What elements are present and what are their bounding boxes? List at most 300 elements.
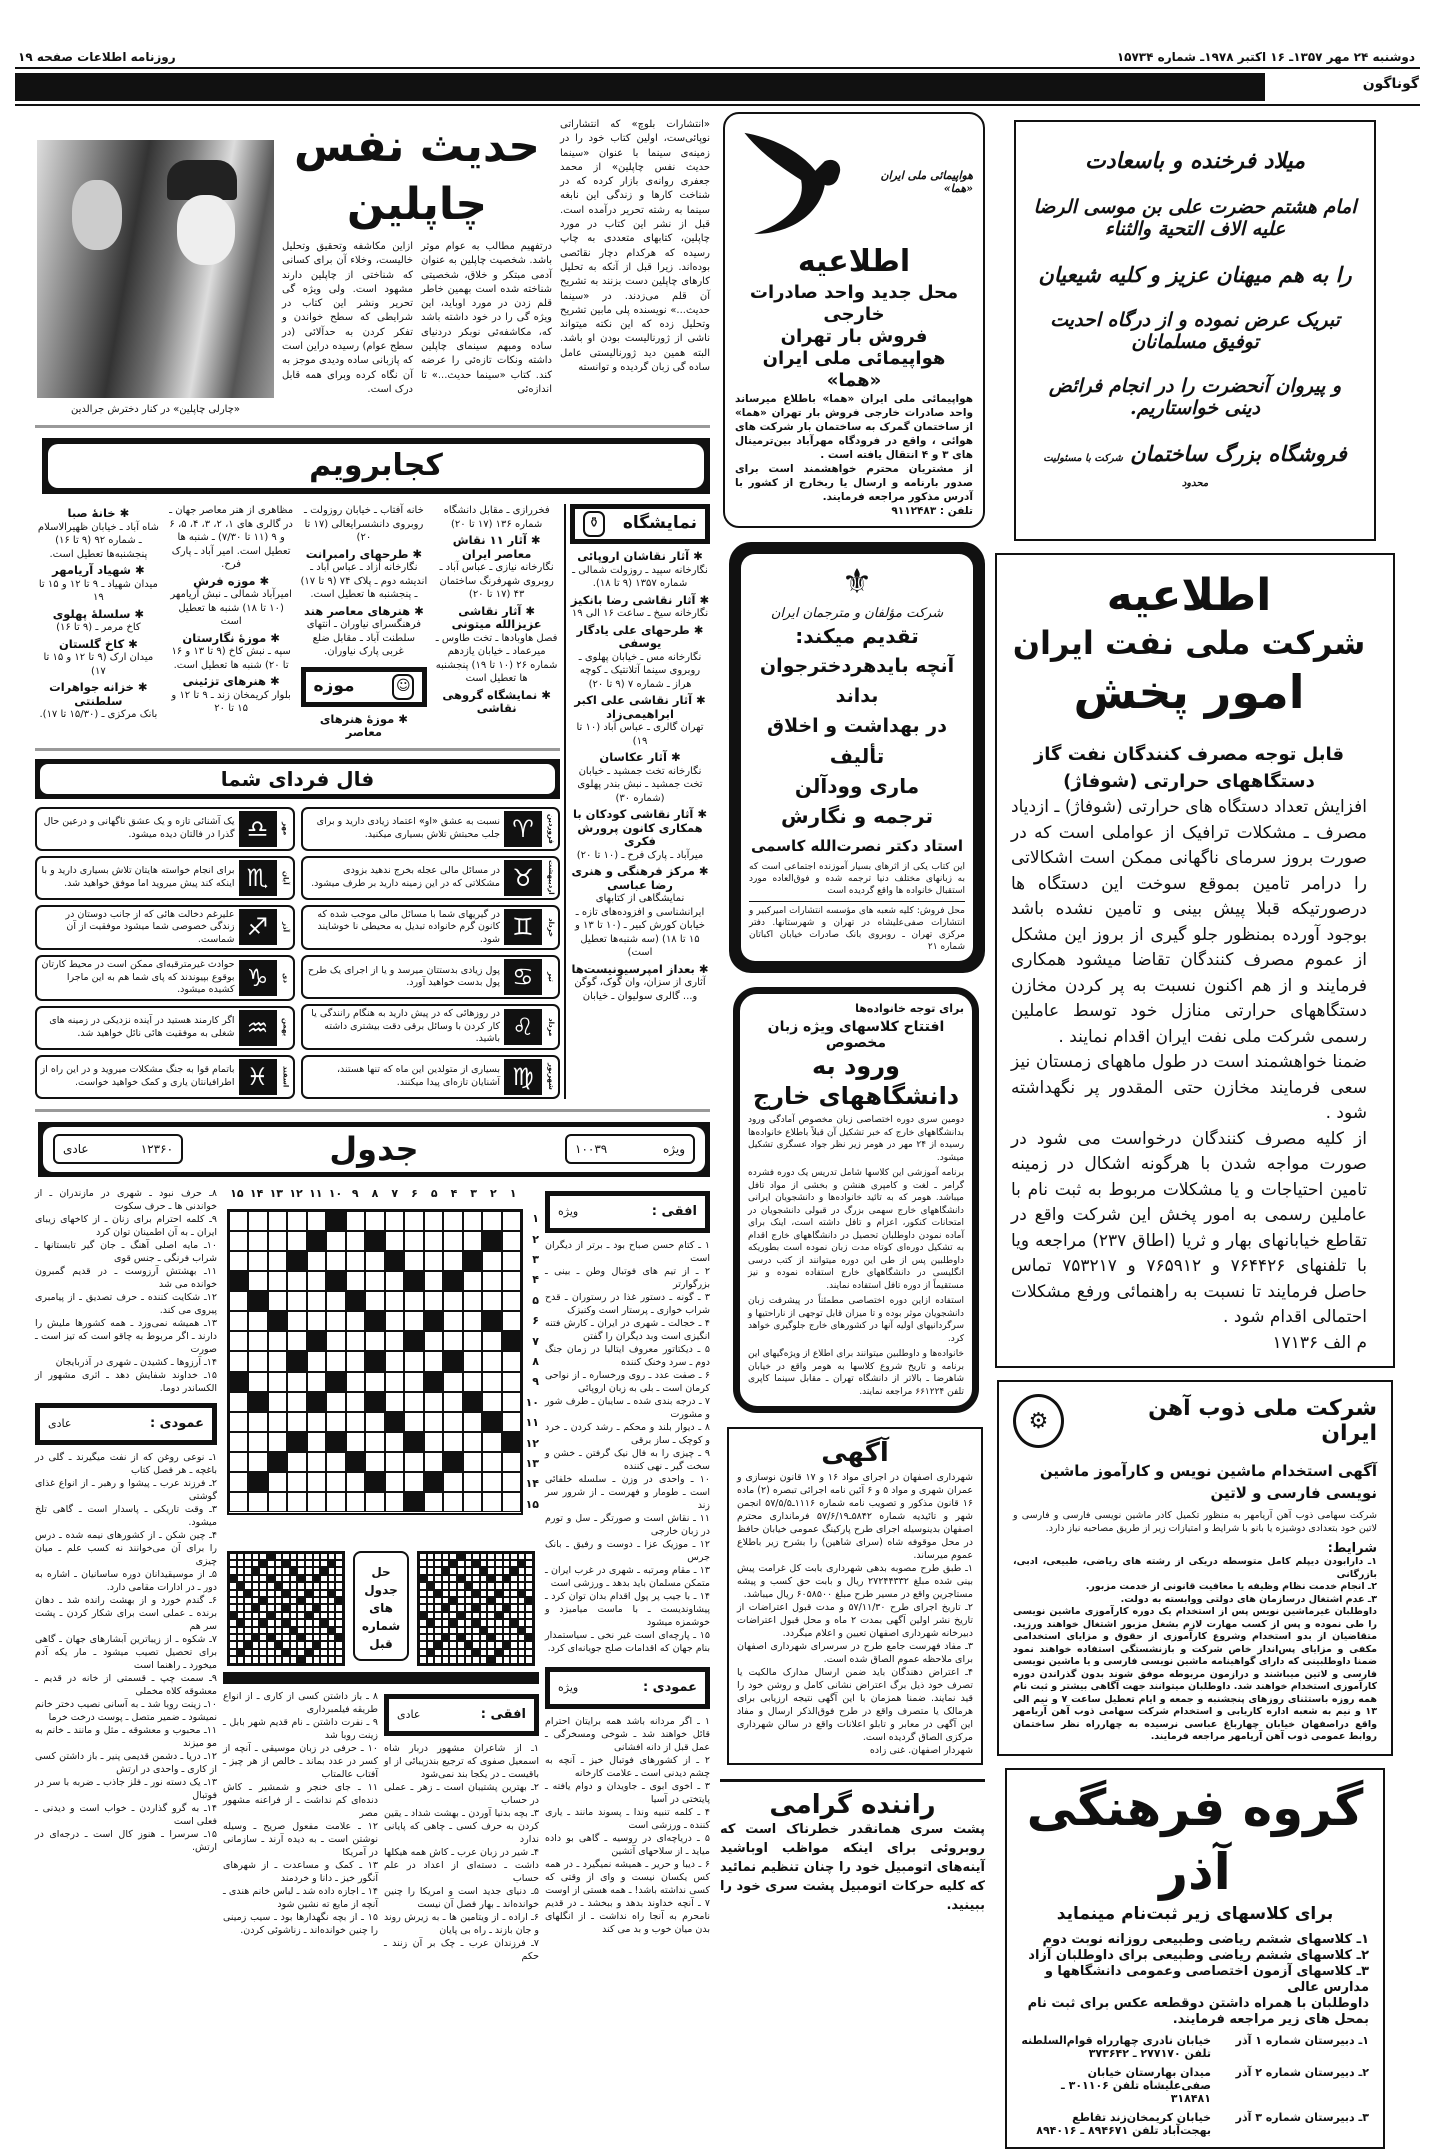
grid-cell[interactable] bbox=[482, 1372, 501, 1392]
grid-cell[interactable] bbox=[229, 1472, 248, 1492]
grid-cell[interactable] bbox=[229, 1412, 248, 1432]
grid-cell[interactable] bbox=[424, 1231, 443, 1251]
grid-cell[interactable] bbox=[326, 1492, 345, 1512]
solution-cell bbox=[442, 1604, 450, 1611]
grid-cell[interactable] bbox=[385, 1372, 404, 1392]
solution-cell bbox=[427, 1582, 435, 1589]
clue: ۱۰ـ مایه اصلی آهنگ ـ جان گیر تابستانها ـ شراب فرنگی ـ جنس قوی bbox=[35, 1239, 217, 1264]
grid-cell[interactable] bbox=[443, 1492, 462, 1512]
ad-title: گروه فرهنگی آذر bbox=[1026, 1778, 1364, 1901]
article-column: ازاین مکاشفه وتحقیق وتحلیل خالیست، وخلاء آن برای کسانی که شناختی از چاپلین دارند مشهود است. ولی ویژه گی تحریر ونشر این کتاب در شرایطی که سطح خواندن و تفکر کردن به حدآلائی (در سطح عوام) رسیده دراین است که پازبانی ساده ودیدی موجز به آن نگاه کرده وبرای همه قابل درک است. bbox=[282, 241, 413, 395]
headline-line: چاپلین bbox=[346, 179, 488, 230]
listing-body: شاه آباد ـ خیابان ظهیرالاسلام ـ شماره ۹۲ (۹ تا ۱۶) پنجشنبه‌ها تعطیل است. bbox=[37, 521, 159, 560]
listing-body: فخررازی ـ مقابل دانشگاه شماره ۱۳۶ (۱۷ تا ۲۰) bbox=[443, 505, 550, 530]
horoscope-text: در گیریهای شما با مسائل مالی موجب شده که کانون گرم خانواده تبدیل به محیطی نا خوشایند شود. bbox=[317, 908, 500, 945]
grid-cell[interactable] bbox=[502, 1291, 521, 1311]
grid-cell[interactable] bbox=[404, 1251, 423, 1271]
grid-cell[interactable] bbox=[287, 1211, 306, 1231]
grid-cell[interactable] bbox=[502, 1412, 521, 1432]
grid-cell[interactable] bbox=[424, 1412, 443, 1432]
solution-cell bbox=[305, 1604, 313, 1611]
grid-cell[interactable] bbox=[307, 1492, 326, 1512]
grid-cell[interactable] bbox=[443, 1372, 462, 1392]
grid-cell[interactable] bbox=[502, 1271, 521, 1291]
solution-cell bbox=[320, 1612, 328, 1619]
solution-cell bbox=[320, 1649, 328, 1656]
grid-cell[interactable] bbox=[307, 1291, 326, 1311]
black-cell bbox=[365, 1472, 384, 1492]
grid-cell[interactable] bbox=[287, 1472, 306, 1492]
grid-cell[interactable] bbox=[326, 1412, 345, 1432]
grid-cell[interactable] bbox=[404, 1211, 423, 1231]
solution-cell bbox=[465, 1575, 473, 1582]
grid-cell[interactable] bbox=[502, 1311, 521, 1331]
grid-cell[interactable] bbox=[385, 1271, 404, 1291]
listing-title: ✱ طرحهای علی یادگار یوسفی bbox=[570, 624, 710, 651]
grid-cell[interactable] bbox=[229, 1351, 248, 1371]
grid-cell[interactable] bbox=[307, 1271, 326, 1291]
grid-cell[interactable] bbox=[229, 1291, 248, 1311]
grid-cell[interactable] bbox=[248, 1271, 267, 1291]
grid-cell[interactable] bbox=[346, 1392, 365, 1412]
grid-cell[interactable] bbox=[463, 1492, 482, 1512]
grid-cell[interactable] bbox=[307, 1472, 326, 1492]
grid-cell[interactable] bbox=[346, 1331, 365, 1351]
listing-body: نمایشگاهی از کتابهای ایرانشناسی و افزوده‌های تازه ـ خیابان کورش کبیر ـ (۱۰ تا ۱۳ و ۱۵ تا ۱۸) (سه شنبه‌ها تعطیل است) bbox=[575, 893, 705, 958]
listing-body: میدان شهیاد ـ ۹ تا ۱۲ و ۱۵ تا ۱۹ bbox=[38, 578, 158, 603]
grid-cell[interactable] bbox=[385, 1472, 404, 1492]
grid-cell[interactable] bbox=[365, 1492, 384, 1512]
grid-cell[interactable] bbox=[229, 1392, 248, 1412]
grid-cell[interactable] bbox=[248, 1311, 267, 1331]
solution-cell bbox=[525, 1567, 533, 1574]
grid-cell[interactable] bbox=[248, 1231, 267, 1251]
solution-cell bbox=[503, 1590, 511, 1597]
grid-cell[interactable] bbox=[424, 1331, 443, 1351]
edition-label: عادی bbox=[48, 1417, 72, 1430]
solution-cell bbox=[237, 1612, 245, 1619]
clue: ۱۳ ـ مقام ومرتبه ـ شهری در غرب ایران ـ متمکن مسلمان باید بدهد ـ ورزشی است bbox=[545, 1564, 710, 1589]
grid-cell[interactable] bbox=[268, 1412, 287, 1432]
solution-cell bbox=[503, 1649, 511, 1656]
grid-cell[interactable] bbox=[287, 1492, 306, 1512]
grid-cell[interactable] bbox=[463, 1231, 482, 1251]
grid-cell[interactable] bbox=[307, 1211, 326, 1231]
grid-cell[interactable] bbox=[326, 1392, 345, 1412]
grid-cell[interactable] bbox=[482, 1271, 501, 1291]
solution-cell bbox=[313, 1634, 321, 1641]
grid-cell[interactable] bbox=[229, 1211, 248, 1231]
grid-cell[interactable] bbox=[326, 1472, 345, 1492]
grid-cell[interactable] bbox=[365, 1271, 384, 1291]
edition-label: ویژه bbox=[558, 1681, 579, 1694]
grid-cell[interactable] bbox=[443, 1331, 462, 1351]
solution-cell bbox=[313, 1590, 321, 1597]
listing-item bbox=[168, 675, 295, 716]
solution-cell bbox=[252, 1575, 260, 1582]
grid-cell[interactable] bbox=[443, 1432, 462, 1452]
grid-cell[interactable] bbox=[326, 1291, 345, 1311]
grid-cell[interactable] bbox=[404, 1372, 423, 1392]
grid-cell[interactable] bbox=[482, 1351, 501, 1371]
book-description: این کتاب یکی از اثرهای بسیار آموزنده اجتماعی است که به زبانهای مختلف دنیا ترجمه شده و فوق‌العاده مورد استقبال خانواده ها واقع گردیده است bbox=[749, 862, 965, 896]
grid-cell[interactable] bbox=[502, 1251, 521, 1271]
grid-cell[interactable] bbox=[287, 1271, 306, 1291]
grid-cell[interactable] bbox=[385, 1311, 404, 1331]
grid-cell[interactable] bbox=[443, 1412, 462, 1432]
solution-cell bbox=[480, 1619, 488, 1626]
grid-cell[interactable] bbox=[482, 1331, 501, 1351]
grid-cell[interactable] bbox=[346, 1372, 365, 1392]
grid-cell[interactable] bbox=[404, 1231, 423, 1251]
grid-cell[interactable] bbox=[385, 1211, 404, 1231]
grid-cell[interactable] bbox=[463, 1452, 482, 1472]
grid-cell[interactable] bbox=[248, 1372, 267, 1392]
grid-cell[interactable] bbox=[502, 1452, 521, 1472]
grid-cell[interactable] bbox=[404, 1351, 423, 1371]
grid-cell[interactable] bbox=[502, 1351, 521, 1371]
grid-cell[interactable] bbox=[346, 1412, 365, 1432]
grid-cell[interactable] bbox=[463, 1472, 482, 1492]
driver-safety-notice bbox=[720, 1779, 985, 1915]
ad-subtitle: افتتاح کلاسهای ویژه زبان مخصوص bbox=[767, 1019, 945, 1051]
solution-cell bbox=[252, 1567, 260, 1574]
solution-cell bbox=[457, 1590, 465, 1597]
grid-cell[interactable] bbox=[268, 1331, 287, 1351]
grid-cell[interactable] bbox=[385, 1452, 404, 1472]
grid-cell[interactable] bbox=[248, 1251, 267, 1271]
chaplin-article bbox=[35, 118, 710, 415]
listing-item bbox=[168, 504, 295, 572]
grid-cell[interactable] bbox=[463, 1432, 482, 1452]
section-title: گوناگون bbox=[1362, 76, 1419, 92]
grid-cell[interactable] bbox=[326, 1251, 345, 1271]
language-classes-ad bbox=[733, 987, 979, 1413]
grid-cell[interactable] bbox=[326, 1351, 345, 1371]
grid-cell[interactable] bbox=[287, 1231, 306, 1251]
solution-cell bbox=[518, 1627, 526, 1634]
listing-body: آثاری از سزان، وان گوک، گوگن و... گالری سولیوان ـ خیابان bbox=[574, 977, 706, 1002]
column-number: ۱۴ bbox=[249, 1186, 264, 1200]
solution-cell bbox=[472, 1604, 480, 1611]
grid-cell[interactable] bbox=[443, 1291, 462, 1311]
solution-cell bbox=[259, 1656, 267, 1663]
solution-cell bbox=[449, 1553, 457, 1560]
grid-cell[interactable] bbox=[443, 1392, 462, 1412]
listing-body: بانک مرکزی ـ (۱۵/۳۰ تا ۱۷). bbox=[39, 709, 158, 720]
solution-cell bbox=[282, 1641, 290, 1648]
book-title: در بهداشت و اخلاق bbox=[767, 715, 947, 737]
grid-cell[interactable] bbox=[443, 1211, 462, 1231]
grid-cell[interactable] bbox=[229, 1432, 248, 1452]
grid-cell[interactable] bbox=[482, 1472, 501, 1492]
grid-cell[interactable] bbox=[287, 1452, 306, 1472]
solution-cell bbox=[267, 1553, 275, 1560]
solution-cell bbox=[252, 1634, 260, 1641]
grid-cell[interactable] bbox=[463, 1271, 482, 1291]
grid-cell[interactable] bbox=[287, 1311, 306, 1331]
grid-cell[interactable] bbox=[385, 1291, 404, 1311]
grid-cell[interactable] bbox=[502, 1492, 521, 1512]
solution-cell bbox=[313, 1597, 321, 1604]
solution-cell bbox=[457, 1560, 465, 1567]
horoscope-item bbox=[35, 1006, 295, 1050]
grid-cell[interactable] bbox=[287, 1392, 306, 1412]
grid-cell[interactable] bbox=[385, 1231, 404, 1251]
grid-cell[interactable] bbox=[268, 1472, 287, 1492]
grid-cell[interactable] bbox=[385, 1432, 404, 1452]
grid-cell[interactable] bbox=[346, 1432, 365, 1452]
grid-cell[interactable] bbox=[229, 1231, 248, 1251]
grid-cell[interactable] bbox=[268, 1492, 287, 1512]
column-number: ۱۵ bbox=[230, 1186, 244, 1200]
grid-cell[interactable] bbox=[463, 1211, 482, 1231]
grid-cell[interactable] bbox=[248, 1432, 267, 1452]
grid-cell[interactable] bbox=[482, 1492, 501, 1512]
horoscope-text: پول زیادی بدستتان میرسد و یا از اجرای یک طرح پول بدست خواهید آورد. bbox=[307, 964, 500, 988]
grid-cell[interactable] bbox=[248, 1331, 267, 1351]
solution-cell bbox=[237, 1656, 245, 1663]
solution-cell bbox=[495, 1575, 503, 1582]
solution-cell bbox=[465, 1641, 473, 1648]
solution-cell bbox=[449, 1567, 457, 1574]
grid-cell[interactable] bbox=[229, 1251, 248, 1271]
left-column bbox=[35, 118, 710, 1963]
solution-cell bbox=[305, 1597, 313, 1604]
solution-cell bbox=[427, 1641, 435, 1648]
solution-cell bbox=[290, 1634, 298, 1641]
grid-cell[interactable] bbox=[463, 1372, 482, 1392]
grid-cell[interactable] bbox=[502, 1392, 521, 1412]
grid-cell[interactable] bbox=[307, 1412, 326, 1432]
grid-cell[interactable] bbox=[424, 1452, 443, 1472]
grid-cell[interactable] bbox=[482, 1392, 501, 1412]
solution-cell bbox=[290, 1582, 298, 1589]
grid-cell[interactable] bbox=[365, 1211, 384, 1231]
listing-item bbox=[570, 694, 710, 748]
solution-cell bbox=[244, 1567, 252, 1574]
grid-cell[interactable] bbox=[404, 1472, 423, 1492]
grid-cell[interactable] bbox=[268, 1231, 287, 1251]
grid-cell[interactable] bbox=[502, 1231, 521, 1251]
solution-cell bbox=[297, 1634, 305, 1641]
grid-cell[interactable] bbox=[248, 1351, 267, 1371]
grid-cell[interactable] bbox=[424, 1351, 443, 1371]
notice-paragraph: ۱ـ طبق طرح مصوبه بدهی شهرداری بابت کل غرامت پیش بینی شده مبلغ ۲۷۲۴۴۳۳۲ ریال و بابت حق کسب و پیشه مستاجرین واقع در مسیر طرح مبلغ ۶۰۵۸۵۰۰ ریال میباشد. bbox=[737, 1563, 973, 1600]
grid-cell[interactable] bbox=[482, 1291, 501, 1311]
grid-cell[interactable] bbox=[268, 1432, 287, 1452]
grid-cell[interactable] bbox=[502, 1372, 521, 1392]
grid-cell[interactable] bbox=[482, 1452, 501, 1472]
grid-cell[interactable] bbox=[385, 1331, 404, 1351]
grid-cell[interactable] bbox=[365, 1291, 384, 1311]
grid-cell[interactable] bbox=[346, 1231, 365, 1251]
clue: ۱۱ ـ جای خنجر و شمشیر ـ کاش دنده‌ای کم نداشت ـ از فراعنه مشهور مصر bbox=[223, 1781, 378, 1819]
clue: ۶ـ گندم خورد و از بهشت رانده شد ـ دهان برنده ـ عملی است برای شکار کردن ـ پشت سر هم bbox=[35, 1594, 217, 1632]
solution-cell bbox=[434, 1649, 442, 1656]
clue: ۹ـ سمت چپ ـ قسمتی از خانه در قدیم ـ معشوقه کلاه مخملی bbox=[35, 1672, 217, 1697]
grid-cell[interactable] bbox=[287, 1412, 306, 1432]
grid-cell[interactable] bbox=[229, 1452, 248, 1472]
row-number: ۱۱ bbox=[525, 1416, 539, 1430]
solution-cell bbox=[525, 1656, 533, 1663]
solution-cell bbox=[290, 1619, 298, 1626]
grid-cell[interactable] bbox=[482, 1432, 501, 1452]
zodiac-month: خرداد bbox=[547, 917, 555, 937]
grid-cell[interactable] bbox=[326, 1231, 345, 1251]
grid-cell[interactable] bbox=[443, 1231, 462, 1251]
solution-cell bbox=[480, 1560, 488, 1567]
clue: ۴ ـ کلمه تنبیه وندا ـ پسوند مانند ـ یاری کننده ـ ورزشی است bbox=[545, 1806, 710, 1831]
grid-cell[interactable] bbox=[346, 1492, 365, 1512]
solution-cell bbox=[457, 1656, 465, 1663]
grid-cell[interactable] bbox=[326, 1331, 345, 1351]
label-line: حل bbox=[371, 1564, 391, 1579]
grid-cell[interactable] bbox=[307, 1311, 326, 1331]
grid-cell[interactable] bbox=[326, 1452, 345, 1472]
announcement-paragraph: ضمنا خواهشمند است در طول ماههای زمستان نیز سعی فرمایند مخازن حتی المقدور پر نگهداشته شود . bbox=[1011, 1052, 1367, 1123]
grid-cell[interactable] bbox=[307, 1351, 326, 1371]
grid-cell[interactable] bbox=[229, 1492, 248, 1512]
grid-cell[interactable] bbox=[482, 1251, 501, 1271]
grid-cell[interactable] bbox=[346, 1271, 365, 1291]
grid-cell[interactable] bbox=[229, 1331, 248, 1351]
listing-item bbox=[35, 681, 162, 722]
solution-cell bbox=[335, 1597, 343, 1604]
grid-cell[interactable] bbox=[404, 1392, 423, 1412]
grid-cell[interactable] bbox=[424, 1291, 443, 1311]
grid-cell[interactable] bbox=[346, 1251, 365, 1271]
solution-cell bbox=[259, 1553, 267, 1560]
grid-cell[interactable] bbox=[443, 1251, 462, 1271]
grid-cell[interactable] bbox=[443, 1311, 462, 1331]
solution-cell bbox=[465, 1560, 473, 1567]
grid-cell[interactable] bbox=[463, 1291, 482, 1311]
grid-cell[interactable] bbox=[424, 1251, 443, 1271]
grid-cell[interactable] bbox=[268, 1351, 287, 1371]
horoscope-text: در روزهائی که در پیش دارید به هنگام رانندگی یا کار کردن با وسائل برقی دقت بیشتری داشته باشید. bbox=[311, 1008, 500, 1044]
grid-cell[interactable] bbox=[307, 1372, 326, 1392]
grid-cell[interactable] bbox=[404, 1452, 423, 1472]
solution-cell bbox=[480, 1553, 488, 1560]
solution-cell bbox=[275, 1582, 283, 1589]
solution-cell bbox=[449, 1619, 457, 1626]
grid-cell[interactable] bbox=[268, 1372, 287, 1392]
solution-cell bbox=[305, 1575, 313, 1582]
grid-cell[interactable] bbox=[307, 1452, 326, 1472]
grid-cell[interactable] bbox=[365, 1432, 384, 1452]
grid-cell[interactable] bbox=[268, 1271, 287, 1291]
grid-cell[interactable] bbox=[268, 1291, 287, 1311]
solution-cell bbox=[472, 1567, 480, 1574]
grid-cell[interactable] bbox=[326, 1311, 345, 1331]
solution-cell bbox=[237, 1634, 245, 1641]
grid-cell[interactable] bbox=[268, 1251, 287, 1271]
solution-cell bbox=[510, 1553, 518, 1560]
grid-cell[interactable] bbox=[385, 1392, 404, 1412]
solution-cell bbox=[335, 1649, 343, 1656]
solution-cell bbox=[480, 1634, 488, 1641]
solution-cell bbox=[442, 1597, 450, 1604]
school-name: ۲ـ دبیرستان شماره ۲ آذر bbox=[1235, 2065, 1369, 2079]
row-number: ۵ bbox=[532, 1293, 539, 1307]
ad-code: م الف ۱۷۱۳۶ bbox=[1272, 1332, 1367, 1353]
grid-cell[interactable] bbox=[424, 1432, 443, 1452]
grid-cell[interactable] bbox=[287, 1372, 306, 1392]
grid-cell[interactable] bbox=[346, 1211, 365, 1231]
grid-cell[interactable] bbox=[424, 1492, 443, 1512]
grid-cell[interactable] bbox=[424, 1271, 443, 1291]
exhibitions-tag bbox=[570, 504, 710, 544]
grid-cell[interactable] bbox=[365, 1251, 384, 1271]
grid-cell[interactable] bbox=[287, 1291, 306, 1311]
clue: ۸ ـ دیوار بلند و محکم ـ رشد کردن ـ خرد و کوچک ـ ساز برقی bbox=[545, 1421, 710, 1446]
solution-cell bbox=[495, 1612, 503, 1619]
grid-cell[interactable] bbox=[404, 1291, 423, 1311]
grid-cell[interactable] bbox=[424, 1211, 443, 1231]
grid-cell[interactable] bbox=[346, 1472, 365, 1492]
mask-icon: ☺ bbox=[392, 674, 414, 700]
grid-cell[interactable] bbox=[268, 1211, 287, 1231]
solution-cell bbox=[282, 1649, 290, 1656]
grid-cell[interactable] bbox=[365, 1452, 384, 1472]
grid-cell[interactable] bbox=[268, 1392, 287, 1412]
solution-cell bbox=[297, 1560, 305, 1567]
grid-cell[interactable] bbox=[404, 1412, 423, 1432]
grid-cell[interactable] bbox=[365, 1372, 384, 1392]
grid-cell[interactable] bbox=[424, 1392, 443, 1412]
grid-cell[interactable] bbox=[287, 1331, 306, 1351]
row-number: ۱۴ bbox=[525, 1477, 539, 1491]
solution-cell bbox=[495, 1656, 503, 1663]
zodiac-month: آذر bbox=[281, 922, 290, 933]
grid-cell[interactable] bbox=[463, 1331, 482, 1351]
solution-cell bbox=[419, 1612, 427, 1619]
grid-cell[interactable] bbox=[307, 1432, 326, 1452]
solution-cell bbox=[313, 1553, 321, 1560]
grid-cell[interactable] bbox=[443, 1472, 462, 1492]
grid-cell[interactable] bbox=[248, 1492, 267, 1512]
solution-cell bbox=[305, 1553, 313, 1560]
grid-cell[interactable] bbox=[248, 1211, 267, 1231]
clue: ۲ـ فرزند عرب ـ پیشوا و رهبر ـ از انواع غذای گوشتی bbox=[35, 1477, 217, 1502]
grid-cell[interactable] bbox=[482, 1211, 501, 1231]
grid-cell[interactable] bbox=[248, 1452, 267, 1472]
solution-cell bbox=[419, 1619, 427, 1626]
grid-cell[interactable] bbox=[248, 1412, 267, 1432]
grid-cell[interactable] bbox=[307, 1251, 326, 1271]
grid-cell[interactable] bbox=[346, 1311, 365, 1331]
grid-cell[interactable] bbox=[502, 1211, 521, 1231]
solution-cell bbox=[320, 1575, 328, 1582]
grid-cell[interactable] bbox=[229, 1311, 248, 1331]
grid-cell[interactable] bbox=[463, 1311, 482, 1331]
grid-cell[interactable] bbox=[385, 1492, 404, 1512]
grid-cell[interactable] bbox=[404, 1311, 423, 1331]
grid-cell[interactable] bbox=[346, 1351, 365, 1371]
clue: ۴ـ شیر در زبان عرب ـ کاش همه هیکلها داشت ـ دسته‌ای از اعداد در علم حساب bbox=[384, 1846, 539, 1884]
grid-cell[interactable] bbox=[365, 1412, 384, 1432]
grid-cell[interactable] bbox=[463, 1412, 482, 1432]
solution-cell bbox=[267, 1627, 275, 1634]
solution-cell bbox=[434, 1560, 442, 1567]
grid-cell[interactable] bbox=[385, 1351, 404, 1371]
listing-body: مظاهری از هنر معاصر جهان ـ در گالری های ۱، ۲، ۳، ۴، ۵، ۶ و ۹ (۱۱ تا ۷/۳۰) ـ شنبه ها تعطیل است. امیر آباد ـ پارک فرح. bbox=[169, 505, 294, 570]
grid-cell[interactable] bbox=[365, 1331, 384, 1351]
listing-body: تهران گالری ـ عباس آباد (۱۰ تا ۱۹) bbox=[576, 722, 704, 747]
grid-cell[interactable] bbox=[463, 1351, 482, 1371]
grid-cell[interactable] bbox=[502, 1472, 521, 1492]
